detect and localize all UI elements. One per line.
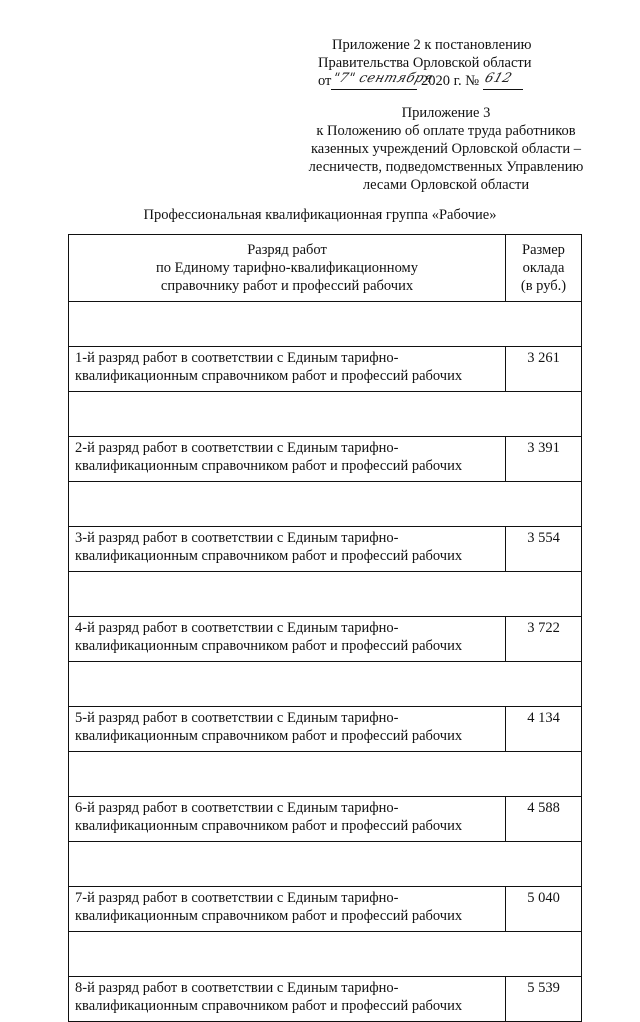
salary-cell: 3 554	[506, 527, 582, 572]
table-gap	[69, 662, 582, 707]
grade-cell	[69, 887, 506, 932]
header-grade-line: справочнику работ и профессий рабочих	[160, 278, 414, 294]
salary-cell: 3 261	[506, 347, 582, 392]
column-header-salary	[506, 235, 582, 302]
grade-cell	[69, 707, 506, 752]
grade-text: 2-й разряд работ в соответствии с Единым тарифно-	[75, 440, 399, 456]
grade-text: 4-й разряд работ в соответствии с Единым тарифно-	[75, 620, 399, 636]
grade-text: квалификационным справочником работ и профессий рабочих	[75, 368, 463, 384]
grade-text: 3-й разряд работ в соответствии с Единым тарифно-	[75, 530, 399, 546]
gap-cell	[69, 392, 582, 437]
table-gap	[69, 572, 582, 617]
salary-cell: 5 040	[506, 887, 582, 932]
header-grade-line: по Единому тарифно-квалификационному	[156, 260, 418, 276]
header-salary-line: (в руб.)	[520, 278, 567, 294]
annex2-line1: Приложение 2 к постановлению	[332, 37, 532, 53]
grade-cell	[69, 437, 506, 482]
table-row	[69, 347, 582, 392]
date-prefix: от	[318, 73, 332, 89]
grade-text: 7-й разряд работ в соответствии с Единым тарифно-	[75, 890, 399, 906]
table-row	[69, 887, 582, 932]
grade-text: квалификационным справочником работ и профессий рабочих	[75, 728, 463, 744]
table-header-row	[69, 235, 582, 302]
number-blank	[482, 71, 523, 90]
table-row	[69, 437, 582, 482]
salary-cell: 4 134	[506, 707, 582, 752]
grade-text: 1-й разряд работ в соответствии с Единым тарифно-	[75, 350, 399, 366]
table-gap	[69, 392, 582, 437]
header-salary-line: Размер	[522, 242, 565, 258]
header-grade-line: Разряд работ	[247, 242, 327, 258]
table-gap	[69, 842, 582, 887]
annex3-line1: Приложение 3	[401, 105, 491, 121]
gap-cell	[69, 302, 582, 347]
table-row	[69, 977, 582, 1022]
table-row	[69, 797, 582, 842]
annex3-line2: к Положению об оплате труда работников	[316, 123, 576, 139]
table-gap	[69, 752, 582, 797]
annex3-line5: лесами Орловской области	[362, 177, 530, 193]
grade-cell	[69, 617, 506, 662]
annex3-line4: лесничеств, подведомственных Управлению	[308, 159, 584, 175]
salary-cell: 3 391	[506, 437, 582, 482]
salary-cell: 4 588	[506, 797, 582, 842]
table-gap	[69, 932, 582, 977]
table-row	[69, 527, 582, 572]
gap-cell	[69, 932, 582, 977]
grade-text: квалификационным справочником работ и профессий рабочих	[75, 818, 463, 834]
handwritten-number: 612	[482, 71, 514, 86]
annex3-header	[286, 104, 606, 194]
salary-table	[68, 234, 582, 1022]
year-text: 2020 г. №	[421, 73, 480, 89]
grade-cell	[69, 977, 506, 1022]
salary-cell: 5 539	[506, 977, 582, 1022]
salary-cell: 3 722	[506, 617, 582, 662]
grade-cell	[69, 347, 506, 392]
grade-cell	[69, 527, 506, 572]
grade-text: квалификационным справочником работ и профессий рабочих	[75, 638, 463, 654]
annex2-header	[318, 36, 618, 90]
grade-text: квалификационным справочником работ и профессий рабочих	[75, 908, 463, 924]
column-header-grade	[69, 235, 506, 302]
gap-cell	[69, 842, 582, 887]
grade-text: квалификационным справочником работ и профессий рабочих	[75, 998, 463, 1014]
annex2-line2: Правительства Орловской области	[318, 55, 532, 71]
grade-text: 5-й разряд работ в соответствии с Единым тарифно-	[75, 710, 399, 726]
date-blank	[331, 71, 436, 90]
header-salary-line: оклада	[522, 260, 565, 276]
grade-text: квалификационным справочником работ и профессий рабочих	[75, 548, 463, 564]
handwritten-date: "7" сентября	[331, 71, 436, 86]
table-caption: Профессиональная квалификационная группа «Рабочие»	[143, 207, 497, 223]
grade-text: квалификационным справочником работ и профессий рабочих	[75, 458, 463, 474]
grade-text: 6-й разряд работ в соответствии с Единым тарифно-	[75, 800, 399, 816]
decree-date-line	[318, 72, 618, 90]
annex3-line3: казенных учреждений Орловской области –	[310, 141, 582, 157]
table-row	[69, 617, 582, 662]
gap-cell	[69, 752, 582, 797]
table-gap	[69, 482, 582, 527]
grade-cell	[69, 797, 506, 842]
table-gap	[69, 302, 582, 347]
table-row	[69, 707, 582, 752]
grade-text: 8-й разряд работ в соответствии с Единым тарифно-	[75, 980, 399, 996]
gap-cell	[69, 662, 582, 707]
gap-cell	[69, 482, 582, 527]
gap-cell	[69, 572, 582, 617]
